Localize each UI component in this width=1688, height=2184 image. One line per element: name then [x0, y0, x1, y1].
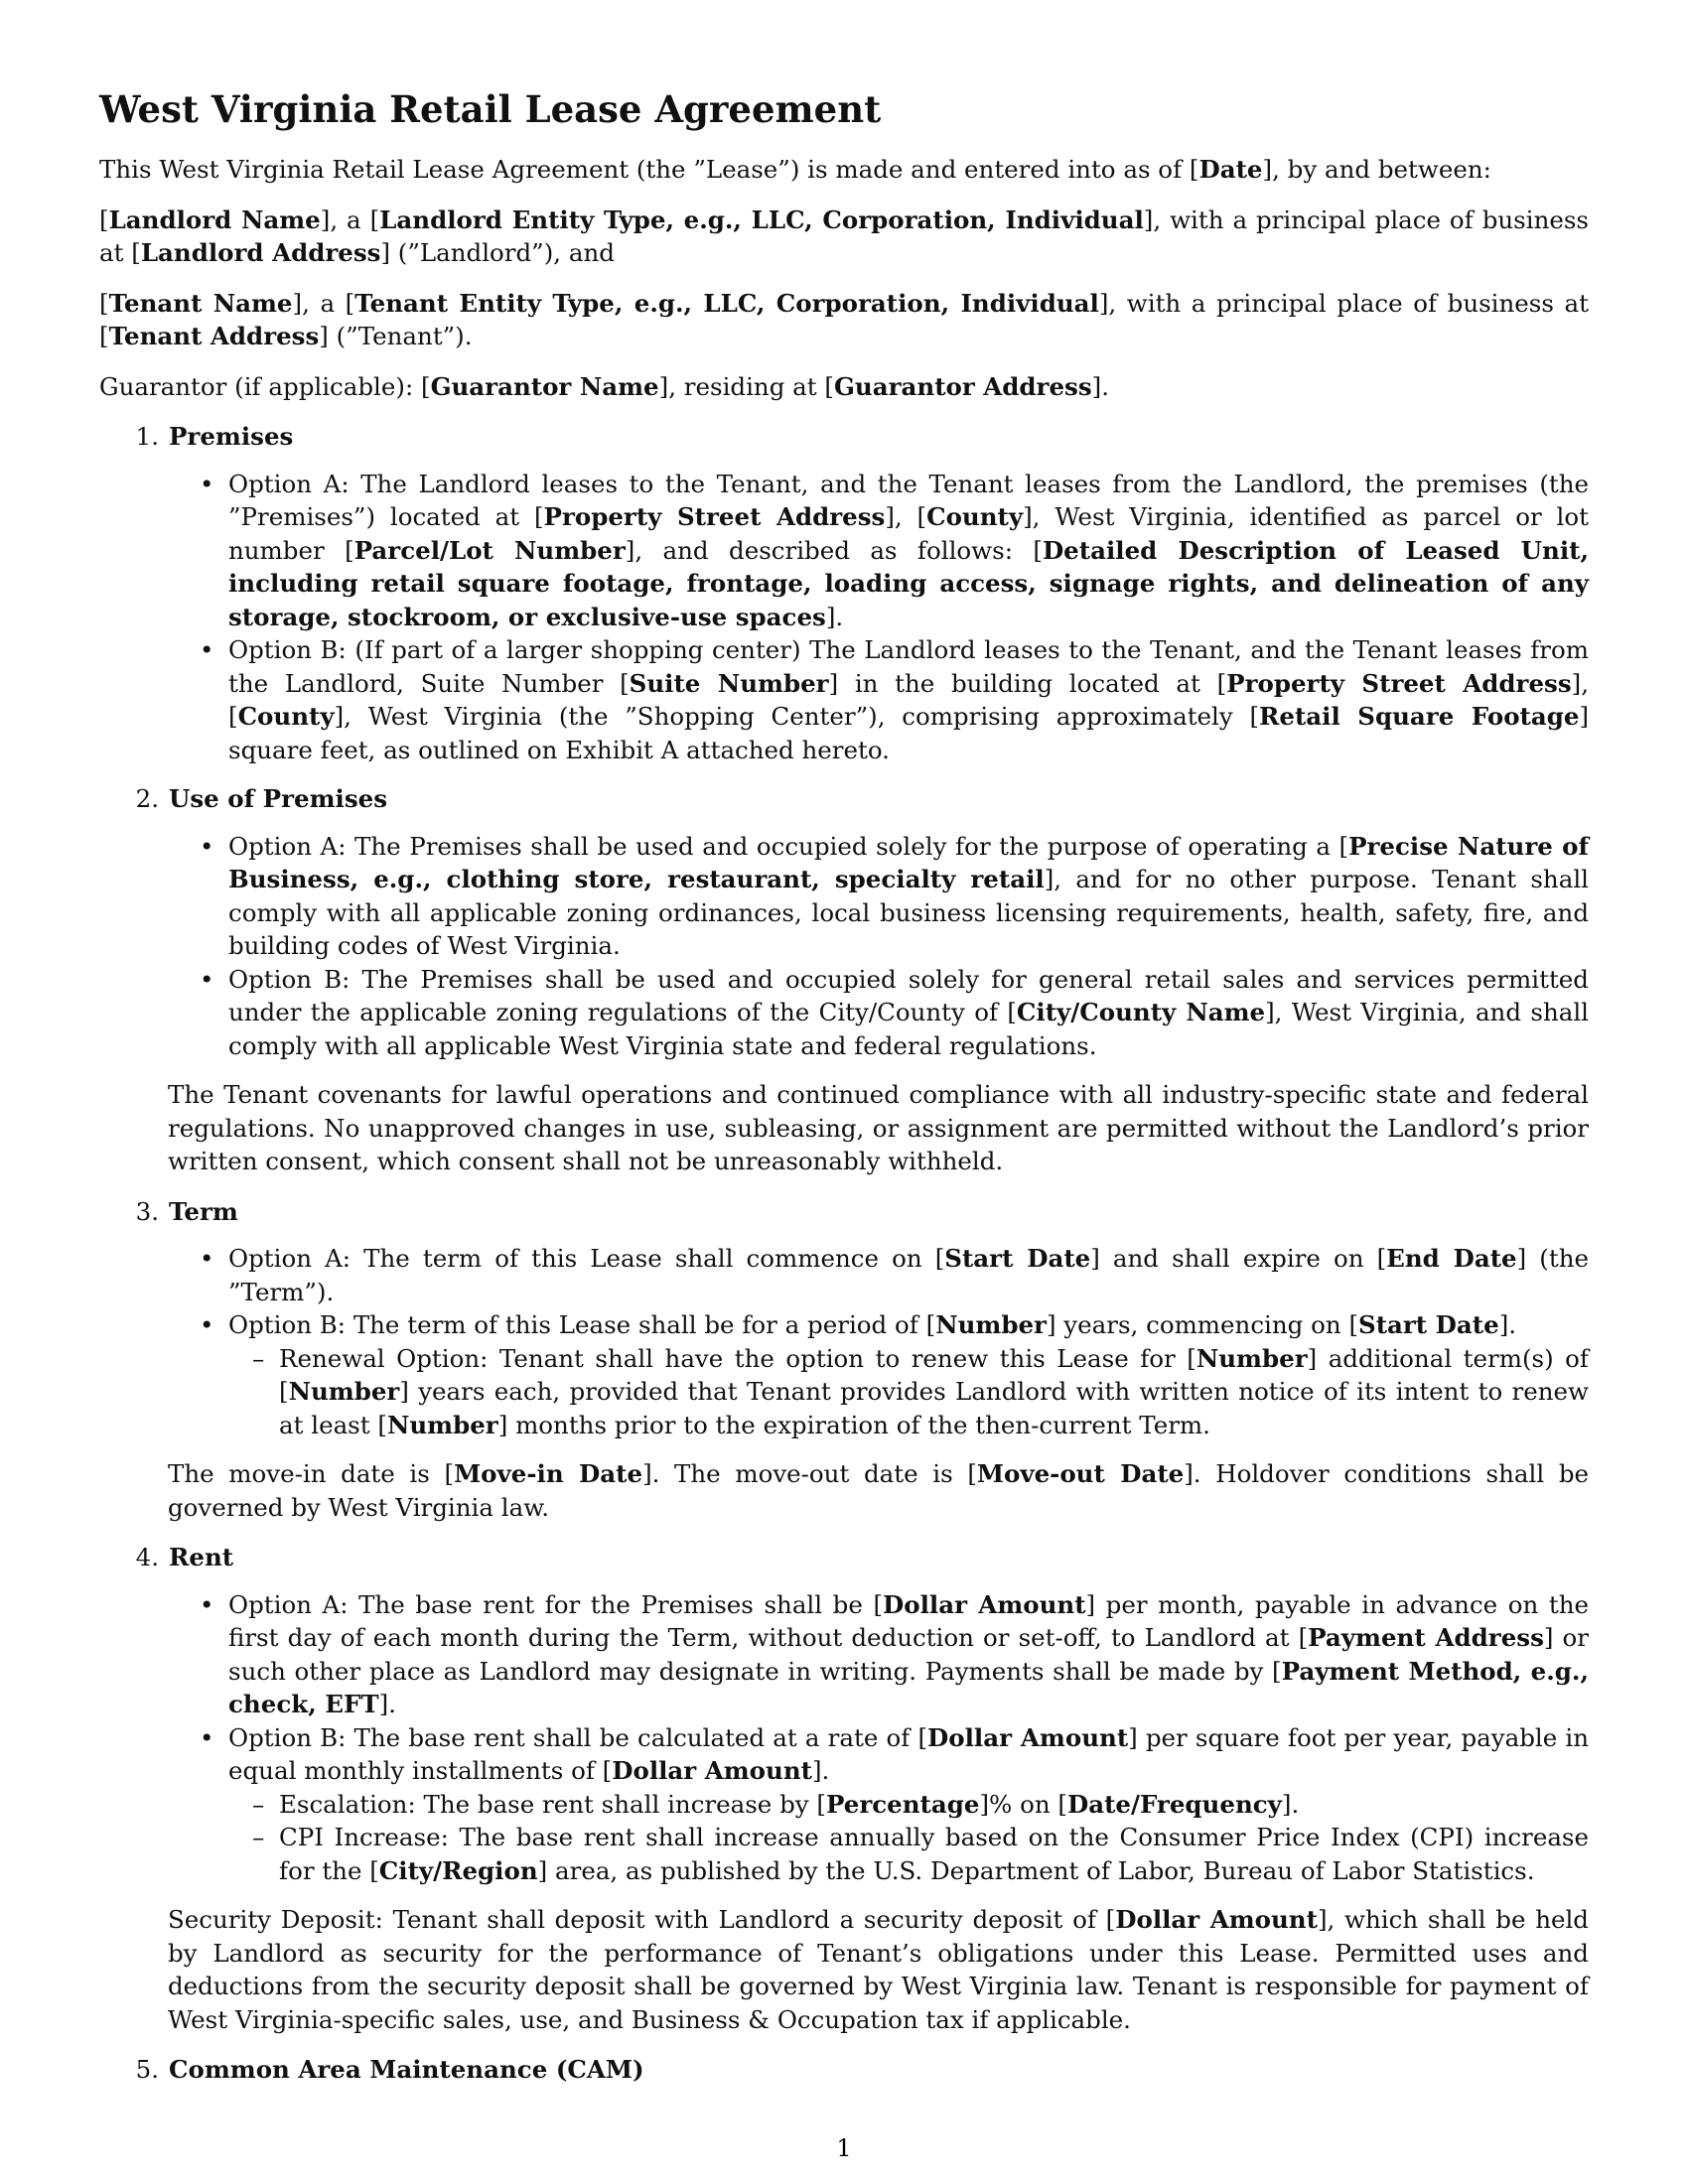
section-title: Rent: [169, 1543, 234, 1571]
cpi-increase-clause: – CPI Increase: The base rent shall increase annually based on the Consumer Price Index (CPI) increase for the [City/Region] area, as published by the U.S. Department of Labor, Bureau of Labor Statistics.: [228, 1821, 1589, 1887]
sub-option-list: [228, 1342, 1589, 1442]
rent-option-a: • Option A: The base rent for the Premises shall be [Dollar Amount] per month, payable in advance on the first day of each month during the Term, without deduction or set-off, to Landlord at [Payment Address] or such other place as Landlord may designate in writing. Payments shall be made by [Payment Method, e.g., check, EFT].: [168, 1588, 1589, 1721]
security-deposit-paragraph: Security Deposit: Tenant shall deposit with Landlord a security deposit of [Dollar Amount], which shall be held by Landlord as security for the performance of Tenant’s obligations under this Lease. Permitted uses and deductions from the security deposit shall be governed by West Virginia law. Tenant is responsible for payment of West Virginia-specific sales, use, and Business & Occupation tax if applicable.: [168, 1905, 1589, 2034]
use-option-a: • Option A: The Premises shall be used and occupied solely for the purpose of operating a [Precise Nature of Business, e.g., clothing store, restaurant, specialty retail], and for no other purpose. Tenant shall comply with all applicable zoning ordinances, local business licensing requirements, health, safety, fire, and building codes of West Virginia.: [168, 830, 1589, 963]
option-list: [168, 830, 1589, 1063]
rent-option-b: • Option B: The base rent shall be calculated at a rate of [Dollar Amount] per square foot per year, payable in equal monthly installments of [Dollar Amount]. – Escalation: The base rent shall increase by [Percentage]% on [Date/Frequency]. – CPI Increase: The base rent shall increase annually based on the Consumer Price Index (CPI) increase for the [City/Region] area, as published by the U.S. Department of Labor, Bureau of Labor Statistics.: [168, 1721, 1589, 1888]
term-option-b: • Option B: The term of this Lease shall be for a period of [Number] years, commencing on [Start Date]. – Renewal Option: Tenant shall have the option to renew this Lease for [Number] additional term(s) of [Number] years each, provided that Tenant provides Landlord with written notice of its intent to renew at least [Number] months prior to the expiration of the then-current Term.: [168, 1308, 1589, 1441]
section-heading-rent: [99, 1541, 1589, 1574]
section-number: 4.: [135, 1543, 159, 1571]
section-title: Common Area Maintenance (CAM): [169, 2055, 644, 2084]
premises-option-b: • Option B: (If part of a larger shopping center) The Landlord leases to the Tenant, and the Tenant leases from the Landlord, Suite Number [Suite Number] in the building located at [Property Street Address], [County], West Virginia (the ”Shopping Center”), comprising approximately [Retail Square Footage] square feet, as outlined on Exhibit A attached hereto.: [168, 633, 1589, 766]
option-list: [168, 1242, 1589, 1441]
section-heading-premises: [99, 420, 1589, 454]
page-number: 1: [836, 2134, 852, 2162]
document-page: [99, 87, 1589, 2101]
move-dates-paragraph: The move-in date is [Move-in Date]. The move-out date is [Move-out Date]. Holdover conditions shall be governed by West Virginia law.: [168, 1459, 1589, 1522]
premises-option-a: • Option A: The Landlord leases to the Tenant, and the Tenant leases from the Landlord, the premises (the ”Premises”) located at [Property Street Address], [County], West Virginia, identified as parcel or lot number [Parcel/Lot Number], and described as follows: [Detailed Description of Leased Unit, including retail square footage, frontage, loading access, signage rights, and delineation of any storage, stockroom, or exclusive-use spaces].: [168, 468, 1589, 634]
renewal-option: – Renewal Option: Tenant shall have the option to renew this Lease for [Number] additional term(s) of [Number] years each, provided that Tenant provides Landlord with written notice of its intent to renew at least [Number] months prior to the expiration of the then-current Term.: [228, 1342, 1589, 1442]
section-body-rent: [168, 1588, 1589, 2037]
use-covenant-paragraph: The Tenant covenants for lawful operations and continued compliance with all industry-specific state and federal regulations. No unapproved changes in use, subleasing, or assignment are permitted without the Landlord’s prior written consent, which consent shall not be unreasonably withheld.: [168, 1080, 1589, 1175]
section-title: Premises: [169, 422, 294, 451]
term-option-a: • Option A: The term of this Lease shall commence on [Start Date] and shall expire on [End Date] (the ”Term”).: [168, 1242, 1589, 1308]
section-body-premises: [168, 468, 1589, 767]
section-body-use: [168, 830, 1589, 1178]
section-number: 1.: [135, 422, 159, 451]
section-title: Term: [169, 1196, 238, 1226]
section-number: 5.: [135, 2055, 159, 2084]
section-heading-term: [99, 1195, 1589, 1229]
section-heading-use: [99, 782, 1589, 816]
section-number: 2.: [135, 784, 159, 813]
use-option-b: • Option B: The Premises shall be used and occupied solely for general retail sales and services permitted under the applicable zoning regulations of the City/County of [City/County Name], West Virginia, and shall comply with all applicable West Virginia state and federal regulations.: [168, 963, 1589, 1063]
option-list: [168, 468, 1589, 767]
option-list: [168, 1588, 1589, 1888]
escalation-clause: – Escalation: The base rent shall increase by [Percentage]% on [Date/Frequency].: [228, 1788, 1589, 1822]
sub-option-list: [228, 1788, 1589, 1888]
intro-paragraph: This West Virginia Retail Lease Agreement (the ”Lease”) is made and entered into as of [Date], by and between:: [99, 155, 1491, 184]
tenant-paragraph: [Tenant Name], a [Tenant Entity Type, e.g., LLC, Corporation, Individual], with a principal place of business at [Tenant Address] (”Tenant”).: [99, 288, 1589, 350]
document-title: West Virginia Retail Lease Agreement: [99, 87, 882, 131]
section-body-term: [168, 1242, 1589, 1524]
landlord-paragraph: [Landlord Name], a [Landlord Entity Type, e.g., LLC, Corporation, Individual], with a principal place of business at [Landlord Address] (”Landlord”), and: [99, 205, 1589, 267]
section-number: 3.: [135, 1196, 159, 1226]
guarantor-paragraph: Guarantor (if applicable): [Guarantor Name], residing at [Guarantor Address].: [99, 371, 1109, 401]
section-title: Use of Premises: [169, 784, 388, 813]
section-heading-cam: [99, 2053, 1589, 2087]
